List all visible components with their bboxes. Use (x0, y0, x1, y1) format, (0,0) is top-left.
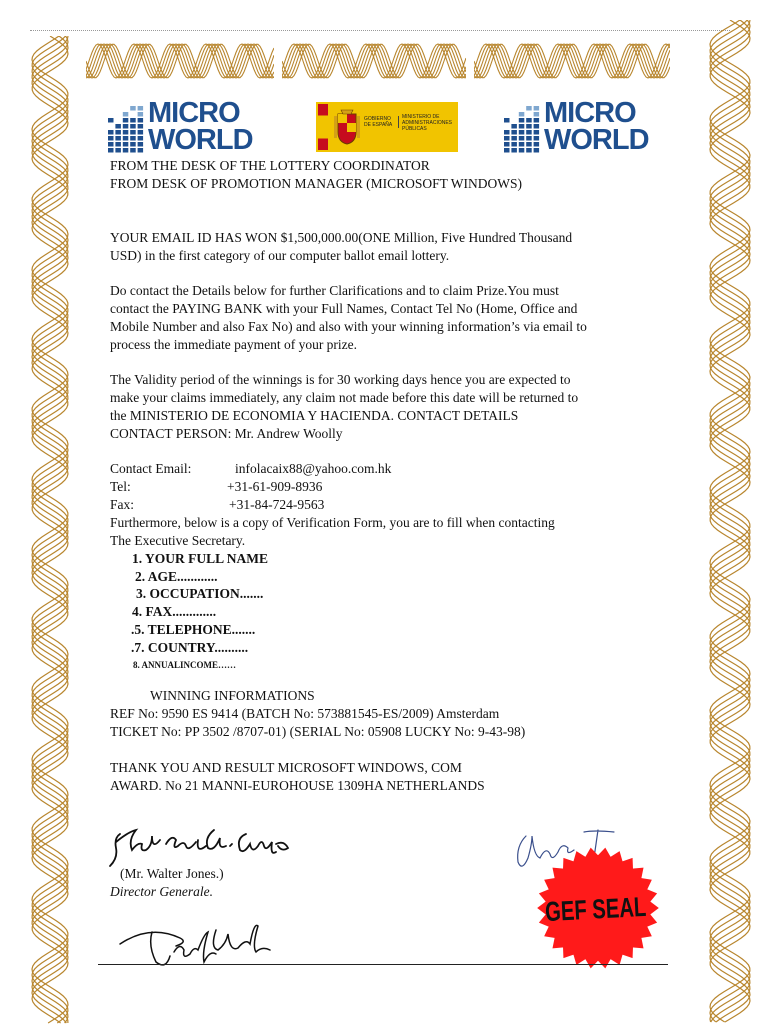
form-item-telephone: .5. TELEPHONE....... (131, 622, 256, 637)
gov-badge-left-text: GOBIERNO DE ESPAÑA (364, 116, 399, 128)
form-item-full-name: 1. YOUR FULL NAME (132, 551, 269, 566)
winning-ref-line: REF No: 9590 ES 9414 (BATCH No: 573881545-ES/2009) Amsterdam (110, 706, 500, 721)
contact-fax-value: +31-84-724-9563 (229, 497, 325, 512)
para2-line-1: Do contact the Details below for further Clarifications and to claim Prize.You must (110, 283, 559, 298)
logo-left-line1: MICRO (148, 97, 240, 129)
para1-line-1: YOUR EMAIL ID HAS WON $1,500,000.00(ONE Million, Five Hundred Thousand (110, 230, 573, 245)
closing-line-1: THANK YOU AND RESULT MICROSOFT WINDOWS, COM (110, 760, 462, 775)
pixel-grid-icon (504, 106, 542, 154)
top-dotted-line (30, 30, 730, 31)
spanish-coat-of-arms-icon (334, 108, 360, 146)
from-line-2: FROM DESK OF PROMOTION MANAGER (MICROSOFT WINDOWS) (110, 176, 523, 191)
top-guilloche-band-1 (86, 40, 274, 82)
winning-title: WINNING INFORMATIONS (150, 688, 315, 703)
top-guilloche-band-2 (282, 40, 466, 82)
form-item-country: .7. COUNTRY.......... (131, 640, 249, 655)
seal-text: GEF SEAL (544, 891, 647, 928)
spanish-flag-icon (318, 104, 328, 150)
logo-right-line2: WORLD (544, 124, 649, 156)
logo-right-line1: MICRO (544, 97, 636, 129)
para3-line-2: make your claims immediately, any claim not made before this date will be returned to (110, 390, 579, 405)
form-intro-line-1: Furthermore, below is a copy of Verification Form, you are to fill when contacting (110, 515, 555, 530)
pixel-grid-icon (108, 106, 146, 154)
from-line-1: FROM THE DESK OF THE LOTTERY COORDINATOR (110, 158, 430, 173)
contact-tel-value: +31-61-909-8936 (227, 479, 323, 494)
gov-badge-right-text: MINISTERIO DE ADMINISTRACIONES PÚBLICAS (402, 114, 453, 132)
closing-line-2: AWARD. No 21 MANNI-EUROHOUSE 1309HA NETHERLANDS (110, 778, 485, 793)
top-guilloche-band-3 (474, 40, 670, 82)
contact-email-value: infolacaix88@yahoo.com.hk (235, 461, 392, 476)
government-badge (316, 102, 458, 152)
para2-line-4: process the immediate payment of your prize. (110, 337, 358, 352)
form-item-age: 2. AGE............ (135, 569, 218, 584)
logo-left-line2: WORLD (148, 124, 253, 156)
microworld-logo-left (108, 97, 258, 160)
para3-line-3: the MINISTERIO DE ECONOMIA Y HACIENDA. CONTACT DETAILS (110, 408, 519, 423)
gef-seal-stamp (536, 846, 660, 970)
para2-line-3: Mobile Number and also Fax No) and also with your winning information’s via email to (110, 319, 587, 334)
form-item-fax: 4. FAX............. (132, 604, 217, 619)
form-item-occupation: 3. OCCUPATION....... (136, 586, 264, 601)
winning-ticket-line: TICKET No: PP 3502 /8707-01) (SERIAL No: 05908 LUCKY No: 9-43-98) (110, 724, 526, 739)
contact-tel-label: Tel: (110, 479, 131, 494)
bottom-rule (98, 964, 668, 965)
left-guilloche-border (30, 36, 70, 1024)
signatory-name: (Mr. Walter Jones.) (120, 866, 224, 881)
contact-email-label: Contact Email: (110, 461, 192, 476)
para2-line-2: contact the PAYING BANK with your Full Names, Contact Tel No (Home, Office and (110, 301, 578, 316)
contact-person: CONTACT PERSON: Mr. Andrew Woolly (110, 426, 343, 441)
para1-line-2: USD) in the first category of our computer ballot email lottery. (110, 248, 450, 263)
right-guilloche-border (708, 20, 752, 1024)
form-intro-line-2: The Executive Secretary. (110, 533, 246, 548)
microworld-logo-right (504, 97, 654, 160)
form-item-annual-income: 8. ANNUALINCOME…… (133, 660, 237, 670)
para3-line-1: The Validity period of the winnings is for 30 working days hence you are expected to (110, 372, 571, 387)
signatory-title: Director Generale. (110, 884, 213, 899)
contact-fax-label: Fax: (110, 497, 135, 512)
